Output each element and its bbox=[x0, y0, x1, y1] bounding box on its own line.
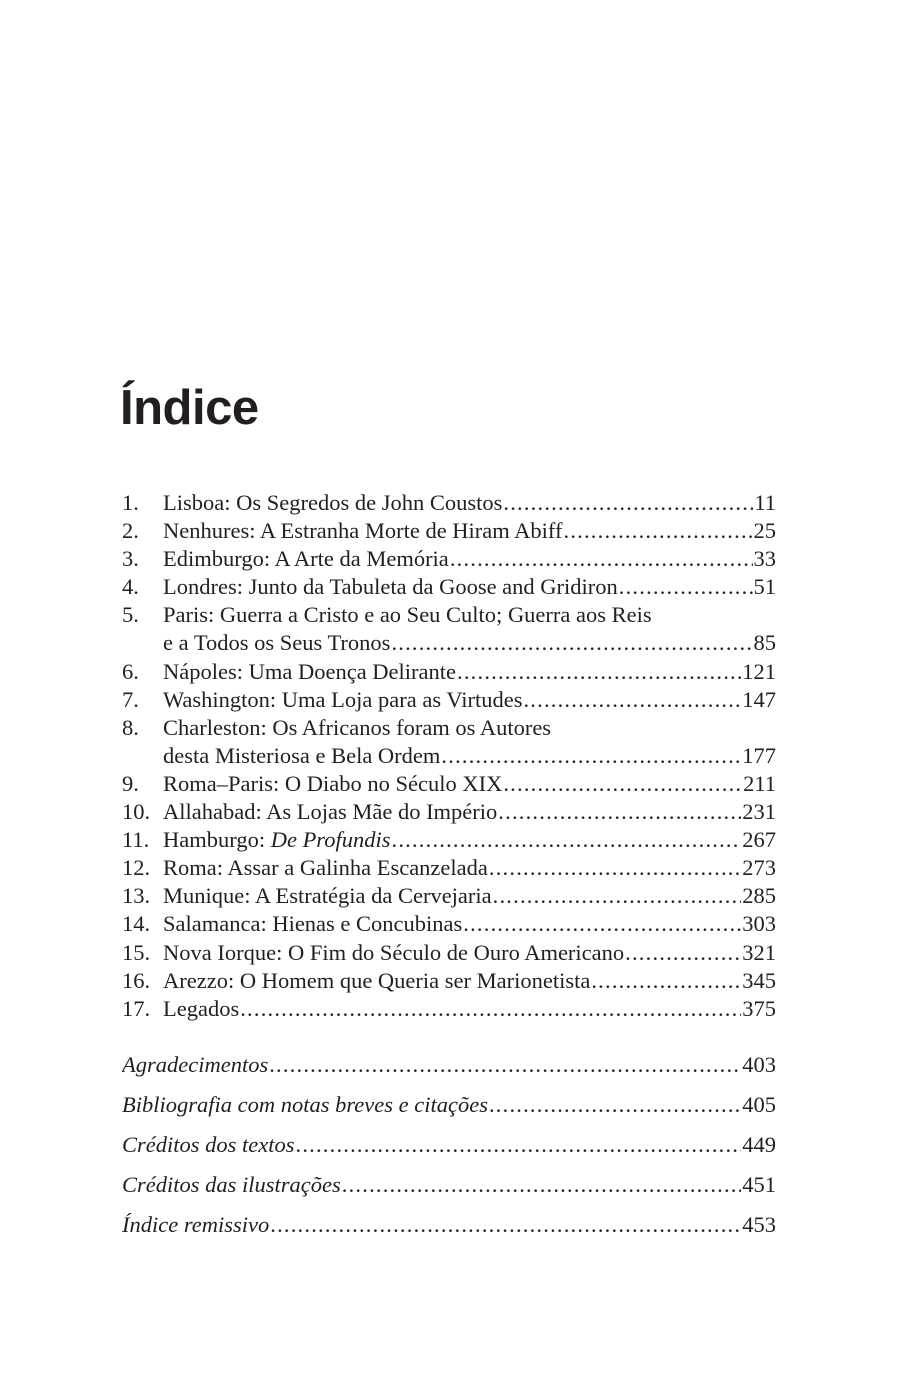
page-number: 231 bbox=[742, 799, 776, 825]
page-number: 147 bbox=[742, 686, 776, 712]
chapter-number: 7. bbox=[122, 686, 139, 712]
page-number: 85 bbox=[753, 630, 776, 656]
chapter-number: 14. bbox=[122, 911, 151, 937]
toc-entry-5[interactable] bbox=[122, 601, 776, 657]
chapter-number: 4. bbox=[122, 574, 139, 600]
back-matter-list bbox=[122, 1045, 776, 1245]
back-matter-entry-creditos-textos[interactable] bbox=[122, 1125, 776, 1165]
back-matter-entry-bibliografia[interactable] bbox=[122, 1085, 776, 1125]
chapter-title: Allahabad: As Lojas Mãe do Império bbox=[163, 799, 498, 825]
dot-leader bbox=[269, 1045, 741, 1085]
chapter-number: 15. bbox=[122, 939, 151, 965]
toc-entry-3[interactable] bbox=[122, 545, 776, 573]
dot-leader bbox=[489, 854, 741, 882]
dot-leader bbox=[441, 742, 741, 770]
chapter-number: 12. bbox=[122, 855, 151, 881]
chapter-number: 2. bbox=[122, 518, 139, 544]
chapter-number: 10. bbox=[122, 799, 151, 825]
chapter-title: Nova Iorque: O Fim do Século de Ouro Americano bbox=[163, 939, 625, 965]
chapter-number: 3. bbox=[122, 546, 139, 572]
chapter-title: Nenhures: A Estranha Morte de Hiram Abiff bbox=[163, 518, 563, 544]
toc-entry-14[interactable] bbox=[122, 910, 776, 938]
chapter-title: Edimburgo: A Arte da Memória bbox=[163, 546, 449, 572]
toc-entry-10[interactable] bbox=[122, 798, 776, 826]
back-matter-entry-agradecimentos[interactable] bbox=[122, 1045, 776, 1085]
chapter-title: Munique: A Estratégia da Cervejaria bbox=[163, 883, 492, 909]
back-matter-title: Créditos das ilustrações bbox=[122, 1172, 341, 1197]
chapter-title-italic: De Profundis bbox=[270, 827, 391, 853]
chapter-title-line-2: e a Todos os Seus Tronos bbox=[163, 630, 391, 656]
page-number: 11 bbox=[754, 490, 776, 515]
dot-leader bbox=[391, 629, 752, 657]
chapter-title: Nápoles: Uma Doença Delirante bbox=[163, 658, 457, 684]
chapter-title-line-1: Paris: Guerra a Cristo e ao Seu Culto; Guerra aos Reis bbox=[163, 602, 652, 628]
chapter-title bbox=[163, 826, 391, 854]
chapter-title-line-2: desta Misteriosa e Bela Ordem bbox=[163, 742, 441, 768]
chapter-number: 9. bbox=[122, 770, 139, 796]
dot-leader bbox=[270, 1205, 741, 1245]
toc-entry-8[interactable] bbox=[122, 714, 776, 770]
toc-entry-12[interactable] bbox=[122, 854, 776, 882]
page-number: 121 bbox=[742, 658, 776, 684]
back-matter-entry-creditos-ilustracoes[interactable] bbox=[122, 1165, 776, 1205]
chapter-title: Roma–Paris: O Diabo no Século XIX bbox=[163, 770, 503, 796]
table-of-contents bbox=[122, 489, 776, 1023]
page-number: 403 bbox=[742, 1052, 776, 1077]
page-number: 321 bbox=[742, 939, 776, 965]
back-matter-title: Índice remissivo bbox=[122, 1212, 270, 1237]
back-matter-title: Agradecimentos bbox=[122, 1052, 269, 1077]
page-number: 285 bbox=[742, 883, 776, 909]
toc-entry-13[interactable] bbox=[122, 882, 776, 910]
chapter-title: Roma: Assar a Galinha Escanzelada bbox=[163, 855, 488, 881]
dot-leader bbox=[625, 939, 741, 967]
toc-entry-7[interactable] bbox=[122, 686, 776, 714]
toc-entry-9[interactable] bbox=[122, 770, 776, 798]
chapter-title-line-1: Charleston: Os Africanos foram os Autores bbox=[163, 714, 552, 740]
chapter-title: Arezzo: O Homem que Queria ser Marionetista bbox=[163, 967, 591, 993]
dot-leader bbox=[457, 658, 741, 686]
toc-entry-17[interactable] bbox=[122, 995, 776, 1023]
page-number: 405 bbox=[742, 1092, 776, 1117]
toc-entry-4[interactable] bbox=[122, 573, 776, 601]
page-number: 451 bbox=[742, 1172, 776, 1197]
toc-entry-1[interactable] bbox=[122, 489, 776, 517]
dot-leader bbox=[489, 1085, 741, 1125]
chapter-number: 6. bbox=[122, 658, 139, 684]
chapter-number: 1. bbox=[122, 490, 139, 515]
back-matter-entry-indice-remissivo[interactable] bbox=[122, 1205, 776, 1245]
page-title: Índice bbox=[120, 381, 259, 435]
page-number: 345 bbox=[742, 967, 776, 993]
chapter-number: 16. bbox=[122, 967, 151, 993]
chapter-number: 13. bbox=[122, 883, 151, 909]
page-number: 273 bbox=[742, 855, 776, 881]
chapter-title: Lisboa: Os Segredos de John Coustos bbox=[163, 490, 503, 515]
chapter-title-prefix: Hamburgo: bbox=[163, 827, 271, 853]
chapter-number: 8. bbox=[122, 714, 139, 740]
page-number: 177 bbox=[742, 742, 776, 768]
dot-leader bbox=[463, 910, 741, 938]
dot-leader bbox=[392, 826, 742, 854]
back-matter-title: Créditos dos textos bbox=[122, 1132, 295, 1157]
toc-entry-6[interactable] bbox=[122, 658, 776, 686]
chapter-title: Salamanca: Hienas e Concubinas bbox=[163, 911, 463, 937]
dot-leader bbox=[450, 545, 753, 573]
dot-leader bbox=[591, 967, 741, 995]
dot-leader bbox=[296, 1125, 742, 1165]
page-number: 449 bbox=[742, 1132, 776, 1157]
dot-leader bbox=[503, 770, 742, 798]
dot-leader bbox=[523, 686, 741, 714]
dot-leader bbox=[493, 882, 742, 910]
toc-entry-15[interactable] bbox=[122, 939, 776, 967]
chapter-number: 17. bbox=[122, 995, 151, 1021]
page-number: 267 bbox=[742, 827, 776, 853]
dot-leader bbox=[240, 995, 741, 1023]
chapter-title: Washington: Uma Loja para as Virtudes bbox=[163, 686, 523, 712]
page-number: 25 bbox=[753, 518, 776, 544]
dot-leader bbox=[619, 573, 753, 601]
toc-entry-11[interactable] bbox=[122, 826, 776, 854]
page-number: 453 bbox=[742, 1212, 776, 1237]
chapter-title: Legados bbox=[163, 995, 240, 1021]
page-number: 375 bbox=[742, 995, 776, 1021]
page-number: 51 bbox=[753, 574, 776, 600]
back-matter-title: Bibliografia com notas breves e citações bbox=[122, 1092, 488, 1117]
chapter-number: 5. bbox=[122, 602, 139, 628]
dot-leader bbox=[564, 517, 753, 545]
page-number: 211 bbox=[743, 770, 776, 796]
toc-entry-16[interactable] bbox=[122, 967, 776, 995]
page-number: 303 bbox=[742, 911, 776, 937]
page-number: 33 bbox=[753, 546, 776, 572]
dot-leader bbox=[342, 1165, 741, 1205]
dot-leader bbox=[498, 798, 741, 826]
dot-leader bbox=[503, 489, 753, 517]
chapter-number: 11. bbox=[122, 827, 150, 853]
chapter-title: Londres: Junto da Tabuleta da Goose and Gridiron bbox=[163, 574, 618, 600]
toc-entry-2[interactable] bbox=[122, 517, 776, 545]
